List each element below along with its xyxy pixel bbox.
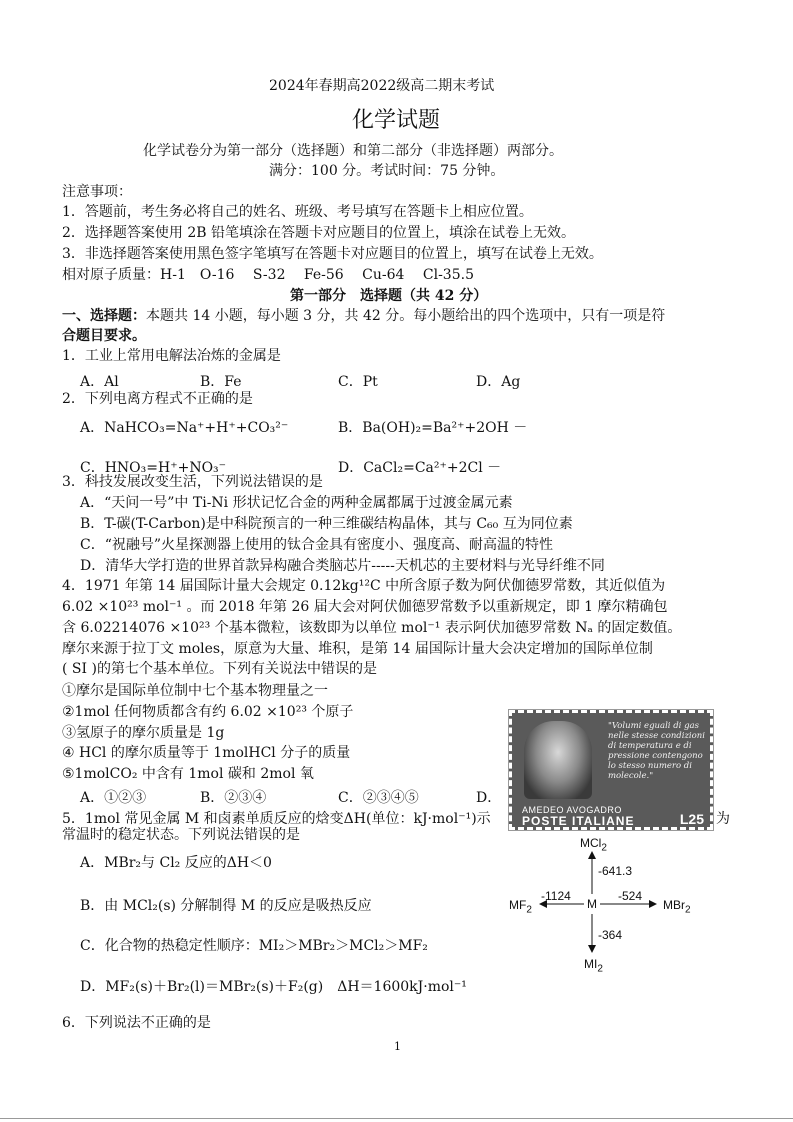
q4-line-1: 4．1971 年第 14 届国际计量大会规定 0.12kg¹²C 中所含原子数为阿伏伽德罗常数，其近似值为 <box>62 578 666 594</box>
section-instructions <box>62 307 665 325</box>
mbr2-text: MBr <box>663 898 685 912</box>
diagram-mbr2 <box>663 898 691 915</box>
note-item-2: 2．选择题答案使用 2B 铅笔填涂在答题卡对应题目的位置上，填涂在试卷上无效。 <box>62 225 576 241</box>
q2-option-c: C．HNO₃=H⁺+NO₃⁻ <box>80 460 227 476</box>
q5-option-a: A．MBr₂与 Cl₂ 反应的ΔH＜0 <box>80 855 272 871</box>
q5-option-c: C．化合物的热稳定性顺序：MI₂＞MBr₂＞MCl₂＞MF₂ <box>80 938 428 954</box>
note-item-1: 1．答题前，考生务必将自己的姓名、班级、考号填写在答题卡上相应位置。 <box>62 204 533 220</box>
score-time: 满分：100 分。考试时间：75 分钟。 <box>269 163 505 179</box>
value-mi2: -364 <box>598 928 623 942</box>
q4-statement-3: ③氢原子的摩尔质量是 1g <box>62 725 225 741</box>
avogadro-portrait <box>524 721 592 799</box>
q4-statement-4: ④ HCl 的摩尔质量等于 1molHCl 分子的质量 <box>62 745 351 761</box>
mcl2-sub: 2 <box>601 842 607 854</box>
paper-intro: 化学试卷分为第一部分（选择题）和第二部分（非选择题）两部分。 <box>143 143 563 159</box>
value-mf2: -1124 <box>541 889 571 903</box>
q5-option-d: D．MF₂(s)＋Br₂(l)＝MBr₂(s)＋F₂(g) ΔH＝1600kJ·mol⁻¹ <box>80 979 467 995</box>
q1-option-c: C．Pt <box>338 374 378 390</box>
q4-statement-2: ②1mol 任何物质都含有约 6.02 ×10²³ 个原子 <box>62 704 354 720</box>
q1-option-a: A．Al <box>80 374 119 390</box>
q2-option-d: D．CaCl₂=Ca²⁺+2Cl － <box>338 460 502 476</box>
stamp-quote: "Volumi eguali di gas nelle stesse condizioni di temperatura e di pressione contengono lo stesso numero di molecole." <box>608 721 705 781</box>
section-label: 一、选择题： <box>62 308 146 324</box>
q1-option-b: B．Fe <box>200 374 242 390</box>
section-text-2: 合题目要求。 <box>62 328 146 344</box>
q4-line-4: 摩尔来源于拉丁文 moles，原意为大量、堆积，是第 14 届国际计量大会决定增加的国际单位制 <box>62 641 653 657</box>
q4-line-5: ( SI )的第七个基本单位。下列有关说法中错误的是 <box>62 661 377 677</box>
q4-statement-1: ①摩尔是国际单位制中七个基本物理量之一 <box>62 683 328 699</box>
exam-line: 2024年春期高2022级高二期末考试 <box>269 78 495 94</box>
section-text: 本题共 14 小题，每小题 3 分，共 42 分。每小题给出的四个选项中，只有一项是符 <box>146 308 666 324</box>
q5-line-1-end: 为 <box>716 811 730 827</box>
q4-line-2: 6.02 ×10²³ mol⁻¹ 。而 2018 年第 26 届大会对阿伏伽德罗常数予以重新规定，即 1 摩尔精确包 <box>62 599 668 615</box>
q5-line-1: 5．1mol 常见金属 M 和卤素单质反应的焓变ΔH(单位：kJ·mol⁻¹)示 <box>62 811 491 827</box>
q4-statement-5: ⑤1molCO₂ 中含有 1mol 碳和 2mol 氧 <box>62 766 314 782</box>
q1-option-d: D．Ag <box>476 374 521 390</box>
mf2-text: MF <box>509 898 527 912</box>
q4-option-c: C．②③④⑤ <box>338 790 419 806</box>
q1-stem: 1．工业上常用电解法冶炼的金属是 <box>62 348 281 364</box>
q5-option-b: B．由 MCl₂(s) 分解制得 M 的反应是吸热反应 <box>80 898 372 914</box>
diagram-center-m: M <box>587 897 597 911</box>
q2-option-a: A．NaHCO₃=Na⁺+H⁺+CO₃²⁻ <box>80 420 289 436</box>
q4-option-d: D． <box>476 790 502 806</box>
page-number: 1 <box>394 1040 401 1053</box>
diagram-mcl2 <box>580 836 607 853</box>
q2-stem: 2．下列电离方程式不正确的是 <box>62 391 253 407</box>
q4-option-b: B．②③④ <box>200 790 267 806</box>
q3-option-c: C．“祝融号”火星探测器上使用的钛合金具有密度小、强度高、耐高温的特性 <box>80 537 554 553</box>
stamp-name: AMEDEO AVOGADRO <box>522 805 622 815</box>
value-mcl2: -641.3 <box>598 864 633 878</box>
mi2-text: MI <box>584 957 598 971</box>
q5-line-2: 常温时的稳定状态。下列说法错误的是 <box>62 827 300 843</box>
value-mbr2: -524 <box>618 889 643 903</box>
q4-option-a: A．①②③ <box>80 790 147 806</box>
q3-stem: 3．科技发展改变生活，下列说法错误的是 <box>62 474 323 490</box>
mf2-sub: 2 <box>526 904 532 916</box>
q3-option-d: D．清华大学打造的世界首款异构融合类脑芯片-----天机芯的主要材料与光导纤维不同 <box>80 558 605 574</box>
stamp-poste: POSTE ITALIANE <box>522 814 635 828</box>
avogadro-stamp-image <box>509 710 713 830</box>
q3-option-b: B．T-碳(T-Carbon)是中科院预言的一种三维碳结构晶体，其与 C₆₀ 互为同位素 <box>80 516 573 532</box>
note-item-3: 3．非选择题答案使用黑色签字笔填写在答题卡对应题目的位置上，填写在试卷上无效。 <box>62 246 603 262</box>
mi2-sub: 2 <box>597 963 603 975</box>
atomic-masses: 相对原子质量：H-1 O-16 S-32 Fe-56 Cu-64 Cl-35.5 <box>62 267 474 283</box>
diagram-mi2 <box>584 957 603 974</box>
q6-stem: 6．下列说法不正确的是 <box>62 1015 211 1031</box>
mcl2-text: MCl <box>580 836 602 850</box>
stamp-value: L25 <box>679 811 704 827</box>
mbr2-sub: 2 <box>685 904 691 916</box>
subject-title: 化学试题 <box>352 108 441 133</box>
part1-heading: 第一部分 选择题（共 42 分） <box>290 288 488 304</box>
q3-option-a: A．“天问一号”中 Ti-Ni 形状记忆合金的两种金属都属于过渡金属元素 <box>80 495 513 511</box>
diagram-mf2 <box>509 898 532 915</box>
q2-option-b: B．Ba(OH)₂=Ba²⁺+2OH － <box>338 420 528 436</box>
notes-heading: 注意事项： <box>62 184 132 200</box>
page-bottom-rule <box>0 1118 793 1119</box>
q4-line-3: 含 6.02214076 ×10²³ 个基本微粒，该数即为以单位 mol⁻¹ 表示阿伏加德罗常数 Nₐ 的固定数值。 <box>62 620 682 636</box>
